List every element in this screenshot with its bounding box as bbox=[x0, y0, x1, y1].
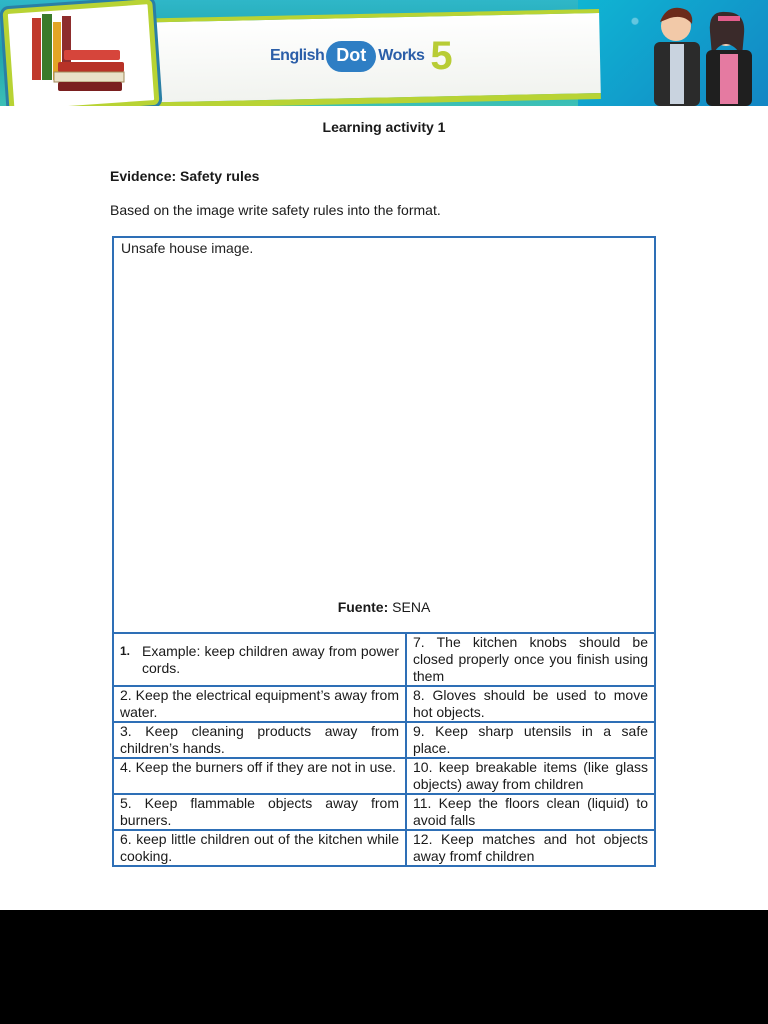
example-rule-number: 1. bbox=[120, 644, 131, 658]
example-rule-text: Example: keep children away from power cords. bbox=[142, 643, 399, 676]
table-row bbox=[113, 722, 655, 758]
logo-dot-bubble: Dot bbox=[326, 41, 376, 72]
rule-cell: 10. keep breakable items (like glass objects) away from children bbox=[406, 758, 655, 794]
table-row bbox=[113, 830, 655, 866]
safety-rules-table bbox=[112, 632, 656, 867]
students-illustration bbox=[634, 4, 764, 106]
rule-cell: 8. Gloves should be used to move hot objects. bbox=[406, 686, 655, 722]
source-value: SENA bbox=[392, 599, 431, 615]
rule-cell: 9. Keep sharp utensils in a safe place. bbox=[406, 722, 655, 758]
source-credit bbox=[114, 599, 654, 615]
table-row bbox=[113, 794, 655, 830]
example-rule bbox=[120, 634, 399, 683]
english-dot-works-logo bbox=[270, 30, 453, 82]
rule-cell bbox=[113, 633, 406, 686]
image-placeholder-box bbox=[112, 236, 656, 634]
table-row bbox=[113, 686, 655, 722]
instructions-text: Based on the image write safety rules into the format. bbox=[110, 202, 441, 218]
table-row bbox=[113, 758, 655, 794]
rule-cell: 7. The kitchen knobs should be closed properly once you finish using them bbox=[406, 633, 655, 686]
rule-cell: 11. Keep the floors clean (liquid) to avoid falls bbox=[406, 794, 655, 830]
rule-cell: 2. Keep the electrical equipment’s away from water. bbox=[113, 686, 406, 722]
rule-cell: 4. Keep the burners off if they are not in use. bbox=[113, 758, 406, 794]
rule-cell: 6. keep little children out of the kitchen while cooking. bbox=[113, 830, 406, 866]
logo-english-text: English bbox=[270, 47, 325, 64]
evidence-heading: Evidence: Safety rules bbox=[110, 168, 260, 184]
table-row bbox=[113, 633, 655, 686]
rule-cell: 5. Keep flammable objects away from burners. bbox=[113, 794, 406, 830]
rule-cell: 12. Keep matches and hot objects away fromf children bbox=[406, 830, 655, 866]
header-banner bbox=[0, 0, 768, 106]
source-label: Fuente: bbox=[337, 599, 389, 615]
document-title: Learning activity 1 bbox=[322, 119, 446, 135]
logo-works-text: Works bbox=[378, 47, 425, 64]
books-icon bbox=[28, 12, 128, 94]
logo-level-number: 5 bbox=[430, 34, 453, 78]
image-caption: Unsafe house image. bbox=[121, 240, 254, 256]
rule-cell: 3. Keep cleaning products away from children’s hands. bbox=[113, 722, 406, 758]
